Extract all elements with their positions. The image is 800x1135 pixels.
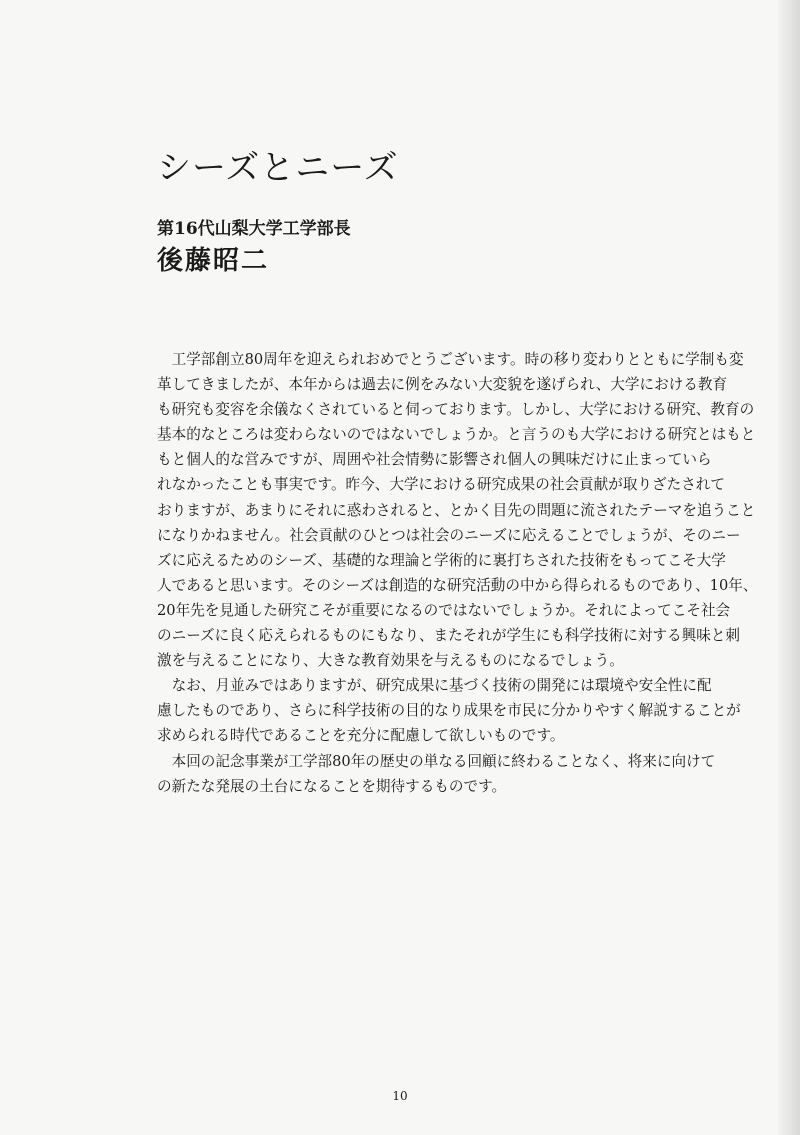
body-line: 本回の記念事業が工学部80年の歴史の単なる回顧に終わることなく、将来に向けて	[157, 752, 716, 770]
page-number: 10	[392, 1089, 408, 1103]
body-line: 激を与えることになり、大きな教育効果を与えるものになるでしょう。	[157, 652, 624, 670]
page-edge-shadow	[778, 0, 800, 1135]
author-name: 後藤昭二	[157, 246, 270, 276]
body-line: の新たな発展の土台になることを期待するものです。	[157, 777, 507, 795]
body-line: 工学部創立80周年を迎えられおめでとうございます。時の移り変わりとともに学制も変	[157, 351, 744, 368]
body-line: れなかったことも事実です。昨今、大学における研究成果の社会貢献が取りざたされて	[157, 476, 725, 494]
body-line: おりますが、あまりにそれに惑わされると、とかく目先の問題に流されたテーマを追うこと	[157, 501, 756, 519]
author-affiliation: 第16代山梨大学工学部長	[157, 219, 351, 239]
body-line: なお、月並みではありますが、研究成果に基づく技術の開発には環境や安全性に配	[157, 677, 712, 695]
body-line: 20年先を見通した研究こそが重要になるのではないでしょうか。それによってこそ社会	[157, 601, 731, 619]
body-line: になりかねません。社会貢献のひとつは社会のニーズに応えることでしょうが、そのニー	[157, 526, 741, 544]
body-line: 基本的なところは変わらないのではないでしょうか。と言うのも大学における研究とはもと	[157, 426, 756, 444]
article-body	[157, 347, 758, 799]
body-line: 革してきましたが、本年からは過去に例をみない大変貌を遂げられ、大学における教育	[157, 376, 728, 394]
body-line: ズに応えるためのシーズ、基礎的な理論と学術的に裏打ちされた技術をもってこそ大学	[157, 551, 726, 569]
body-line: 人であると思います。そのシーズは創造的な研究活動の中から得られるものであり、10年、	[157, 576, 758, 594]
body-line: のニーズに良く応えられるものにもなり、またそれが学生にも科学技術に対する興味と刺	[157, 627, 741, 645]
body-line: 慮したものであり、さらに科学技術の目的なり成果を市民に分かりやすく解説することが	[157, 702, 741, 720]
body-line: 求められる時代であることを充分に配慮して欲しいものです。	[157, 727, 565, 745]
article-title: シーズとニーズ	[157, 148, 399, 188]
body-line: もと個人的な営みですが、周囲や社会情勢に影響され個人の興味だけに止まっていら	[157, 451, 712, 469]
body-line: も研究も変容を余儀なくされていると伺っております。しかし、大学における研究、教育の	[157, 401, 755, 419]
